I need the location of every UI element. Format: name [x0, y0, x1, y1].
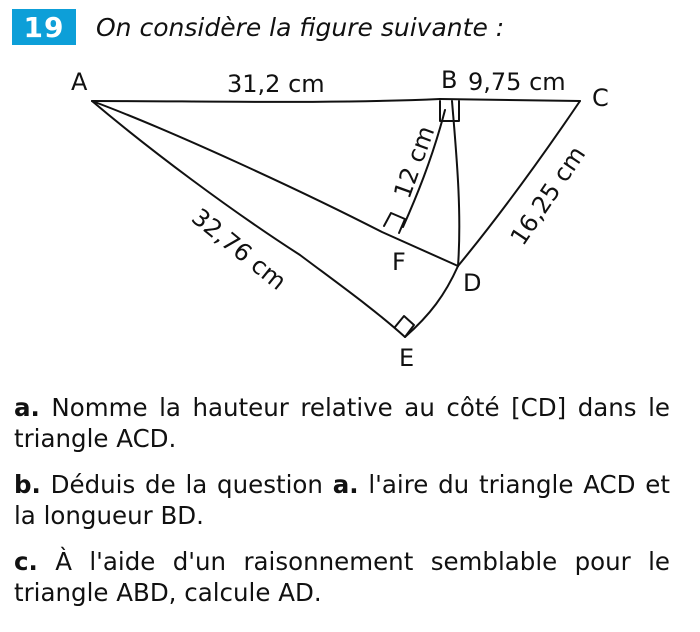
point-label-e: E	[399, 344, 415, 372]
question-a	[14, 392, 670, 454]
point-label-c: C	[592, 84, 609, 112]
length-label-bc: 9,75 cm	[468, 68, 566, 96]
question-text: Nomme la hauteur relative au côté [CD] dans le triangle ACD.	[14, 393, 671, 453]
length-label-cd: 16,25 cm	[504, 141, 592, 251]
length-label-ab: 31,2 cm	[227, 70, 325, 98]
geometry-figure	[0, 50, 700, 380]
length-label-bf: 12 cm	[388, 122, 441, 203]
exercise-number-badge: 19	[12, 9, 76, 45]
point-label-a: A	[71, 68, 88, 96]
segment-ab	[92, 99, 440, 102]
right-angle-f	[384, 213, 405, 233]
point-label-f: F	[392, 248, 406, 276]
segment-bc	[440, 99, 580, 101]
segment-bd	[452, 101, 459, 266]
question-reference: a.	[332, 470, 359, 499]
question-b	[14, 469, 670, 531]
question-text: À l'aide d'un raisonnement semblable pour le triangle ABD, calcule AD.	[14, 547, 670, 607]
exercise-header	[12, 9, 504, 45]
questions-list	[14, 392, 670, 623]
point-label-d: D	[463, 269, 482, 297]
length-label-ae: 32,76 cm	[186, 202, 292, 296]
right-angle-e	[395, 316, 414, 337]
question-text: Déduis de la question	[50, 470, 323, 499]
question-text: l'aire du triangle ACD et la longueur BD.	[14, 470, 670, 530]
question-letter: b.	[14, 470, 41, 499]
question-letter: a.	[14, 393, 40, 422]
exercise-intro: On considère la figure suivante :	[96, 12, 505, 42]
question-c	[14, 546, 670, 608]
question-letter: c.	[14, 547, 38, 576]
point-label-b: B	[441, 66, 458, 94]
